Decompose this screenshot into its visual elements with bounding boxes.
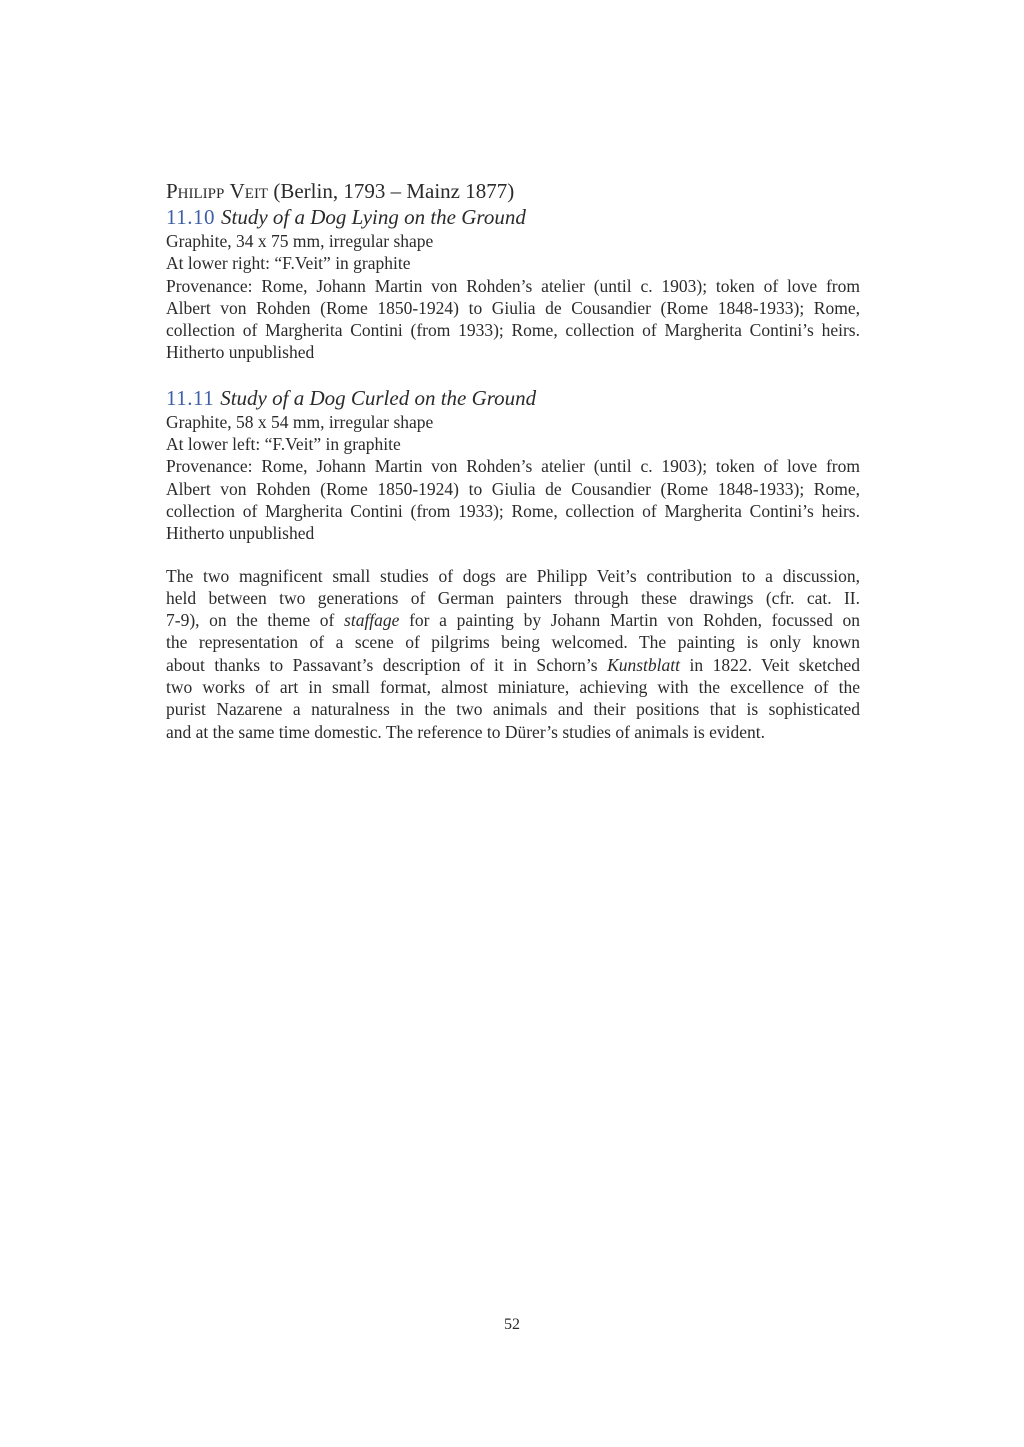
essay-line: The two magnificent small studies of dogs are Philipp Veit’s contribution to a discussion, [166, 565, 860, 586]
essay-italic-term: staffage [344, 610, 400, 631]
artwork-provenance [166, 275, 860, 342]
essay-line: two works of art in small format, almost miniature, achieving with the excellence of the [166, 677, 860, 698]
artist-heading [166, 178, 860, 204]
artwork-provenance [166, 455, 860, 522]
catalogue-page-content [166, 178, 860, 743]
provenance-line: Albert von Rohden (Rome 1850-1924) to Giulia de Cousandier (Rome 1848-1933); Rome, [166, 478, 860, 499]
essay-paragraph [166, 565, 860, 743]
artist-dates: (Berlin, 1793 – Mainz 1877) [273, 179, 515, 203]
essay-text: in 1822. Veit sketched [680, 654, 860, 675]
essay-text: about thanks to Passavant’s description of it in Schorn’s [166, 654, 608, 675]
essay-line: held between two generations of German painters through these drawings (cfr. cat. II. [166, 587, 860, 608]
publication-status: Hitherto unpublished [166, 342, 315, 363]
essay-italic-term: Kunstblatt [607, 654, 681, 675]
provenance-line: Albert von Rohden (Rome 1850-1924) to Giulia de Cousandier (Rome 1848-1933); Rome, [166, 297, 860, 318]
catalogue-number: 11.11 [166, 385, 215, 410]
catalogue-entry [166, 204, 860, 364]
artwork-medium: Graphite, 58 x 54 mm, irregular shape [166, 411, 434, 432]
page-number: 52 [504, 1316, 520, 1333]
entry-title-line [166, 204, 860, 230]
catalogue-entry [166, 385, 860, 545]
artwork-medium: Graphite, 34 x 75 mm, irregular shape [166, 231, 434, 251]
essay-line: purist Nazarene a naturalness in the two animals and their positions that is sophisticated [166, 699, 860, 720]
publication-status: Hitherto unpublished [166, 523, 315, 544]
entry-title-line [166, 385, 860, 411]
essay-text: 7-9), on the theme of [166, 610, 345, 631]
artwork-title: Study of a Dog Curled on the Ground [220, 385, 537, 410]
provenance-line: Provenance: Rome, Johann Martin von Rohden’s atelier (until c. 1903); token of love from [166, 275, 860, 296]
artwork-inscription: At lower right: “F.Veit” in graphite [166, 253, 411, 274]
catalogue-number: 11.10 [166, 205, 215, 229]
essay-line [166, 609, 860, 631]
essay-line: the representation of a scene of pilgrims being welcomed. The painting is only known [166, 632, 860, 653]
provenance-line: collection of Margherita Contini (from 1933); Rome, collection of Margherita Contini’s heirs. [166, 500, 860, 521]
artist-last-name: Veit [229, 179, 269, 203]
artist-first-name: Philipp [166, 179, 225, 203]
artwork-title: Study of a Dog Lying on the Ground [220, 205, 526, 229]
essay-text: for a painting by Johann Martin von Rohden, focussed on [399, 610, 860, 631]
provenance-line: collection of Margherita Contini (from 1933); Rome, collection of Margherita Contini’s heirs. [166, 320, 860, 341]
essay-line [166, 654, 860, 676]
provenance-line: Provenance: Rome, Johann Martin von Rohden’s atelier (until c. 1903); token of love from [166, 456, 860, 477]
artwork-inscription: At lower left: “F.Veit” in graphite [166, 434, 401, 455]
essay-line: and at the same time domestic. The reference to Dürer’s studies of animals is evident. [166, 721, 766, 742]
